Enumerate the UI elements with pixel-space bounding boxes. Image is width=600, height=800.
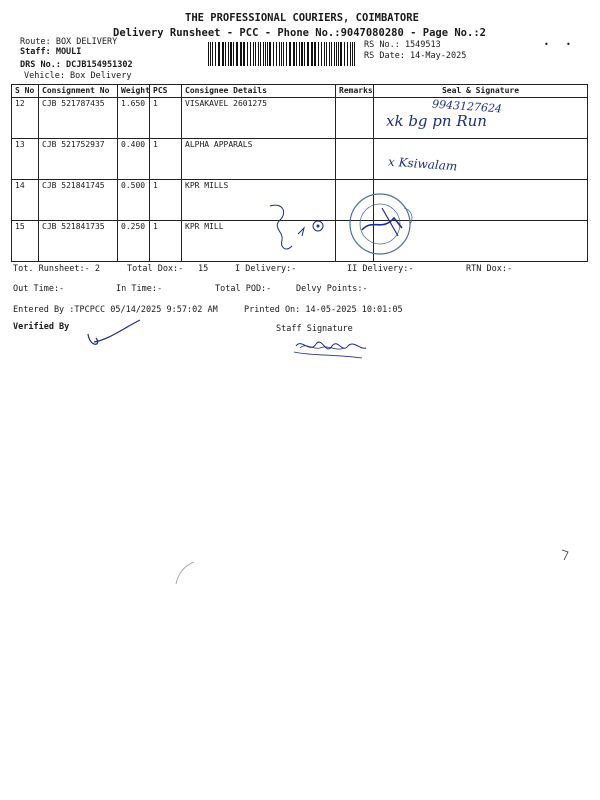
handwritten-scribble	[262, 200, 332, 260]
col-remarks: Remarks	[336, 85, 374, 98]
barcode-bar	[326, 42, 327, 66]
barcode-bar	[279, 42, 280, 66]
col-consignment: Consignment No	[39, 85, 118, 98]
rs-number: RS No.: 1549513	[364, 40, 441, 50]
barcode-bar	[307, 42, 309, 66]
cell-sno: 13	[12, 139, 39, 180]
barcode-bar	[267, 42, 268, 66]
in-time: In Time:-	[116, 284, 163, 294]
barcode-bar	[247, 42, 248, 66]
barcode-bar	[255, 42, 256, 66]
handwritten-signature: x Ksiwalam	[387, 154, 458, 174]
barcode-bar	[283, 42, 284, 66]
stray-pencil-mark	[560, 548, 572, 562]
cell-pcs: 1	[150, 98, 182, 139]
table-header-row	[12, 85, 588, 98]
rtn-dox: RTN Dox:-	[466, 264, 513, 274]
barcode-bar	[347, 42, 348, 66]
barcode-bar	[334, 42, 335, 66]
barcode-bar	[324, 42, 325, 66]
cell-weight: 0.400	[118, 139, 150, 180]
cell-remarks	[336, 139, 374, 180]
stray-pencil-mark	[170, 560, 200, 590]
barcode-bar	[329, 42, 330, 66]
tot-runsheet: Tot. Runsheet:- 2	[13, 264, 100, 274]
verified-by: Verified By	[13, 322, 70, 332]
barcode-bar	[208, 42, 209, 66]
col-weight: Weight	[118, 85, 150, 98]
stray-mark: •	[544, 40, 549, 49]
barcode-bar	[258, 42, 259, 66]
barcode-bar	[243, 42, 245, 66]
cell-consignment: CJB 521841745	[39, 180, 118, 221]
col-seal-signature: Seal & Signature	[374, 85, 588, 98]
company-seal-stamp	[342, 188, 432, 258]
barcode-bar	[218, 42, 220, 66]
cell-consignment: CJB 521787435	[39, 98, 118, 139]
total-dox-label: Total Dox:-	[127, 264, 184, 274]
cell-consignment: CJB 521841735	[39, 221, 118, 262]
entered-by: Entered By :TPCPCC 05/14/2025 9:57:02 AM	[13, 305, 218, 315]
barcode-bar	[212, 42, 213, 66]
cell-consignee: VISAKAVEL 2601275	[182, 98, 336, 139]
barcode-bar	[354, 42, 355, 66]
barcode-bar	[210, 42, 211, 66]
col-consignee: Consignee Details	[182, 85, 336, 98]
printed-on: Printed On: 14-05-2025 10:01:05	[244, 305, 403, 315]
barcode-bar	[301, 42, 303, 66]
barcode-bar	[240, 42, 242, 66]
barcode-bar	[331, 42, 332, 66]
barcode-bar	[225, 42, 226, 66]
barcode-bar	[340, 42, 342, 66]
barcode-bar	[311, 42, 313, 66]
barcode-bar	[304, 42, 305, 66]
route-label: Route: BOX DELIVERY	[20, 37, 118, 47]
barcode	[208, 42, 358, 66]
barcode-bar	[222, 42, 224, 66]
barcode-bar	[236, 42, 238, 66]
barcode-bar	[215, 42, 216, 66]
barcode-bar	[281, 42, 282, 66]
barcode-bar	[286, 42, 287, 66]
table-row	[12, 139, 588, 180]
barcode-bar	[233, 42, 234, 66]
barcode-bar	[269, 42, 271, 66]
barcode-bar	[338, 42, 339, 66]
barcode-bar	[263, 42, 264, 66]
barcode-bar	[336, 42, 337, 66]
vehicle-label: Vehicle: Box Delivery	[24, 71, 132, 81]
barcode-bar	[250, 42, 251, 66]
barcode-bar	[276, 42, 277, 66]
barcode-bar	[289, 42, 291, 66]
stray-mark: •	[566, 40, 571, 49]
delvy-points: Delvy Points:-	[296, 284, 368, 294]
drs-number: DRS No.: DCJB154951302	[20, 60, 133, 70]
barcode-bar	[253, 42, 254, 66]
cell-consignment: CJB 521752937	[39, 139, 118, 180]
runsheet-subtitle: Delivery Runsheet - PCC - Phone No.:9047080280 - Page No.:2	[113, 27, 486, 39]
cell-weight: 1.650	[118, 98, 150, 139]
col-pcs: PCS	[150, 85, 182, 98]
barcode-bar	[352, 42, 353, 66]
verified-signature	[84, 318, 144, 358]
barcode-bar	[293, 42, 295, 66]
barcode-bar	[273, 42, 274, 66]
ii-delivery: II Delivery:-	[347, 264, 414, 274]
barcode-bar	[296, 42, 297, 66]
barcode-bar	[344, 42, 345, 66]
handwritten-phone: 9943127624	[431, 97, 503, 116]
barcode-bar	[314, 42, 316, 66]
barcode-bar	[265, 42, 266, 66]
cell-sno: 15	[12, 221, 39, 262]
cell-pcs: 1	[150, 180, 182, 221]
out-time: Out Time:-	[13, 284, 65, 294]
col-sno: S No	[12, 85, 39, 98]
staff-signature-scribble	[292, 336, 372, 364]
cell-sno: 14	[12, 180, 39, 221]
staff-signature-label: Staff Signature	[276, 324, 353, 334]
i-delivery: I Delivery:-	[235, 264, 297, 274]
rs-date: RS Date: 14-May-2025	[364, 51, 467, 61]
staff-label: Staff: MOULI	[20, 47, 82, 57]
barcode-bar	[228, 42, 229, 66]
total-dox-value: 15	[198, 264, 209, 274]
cell-pcs: 1	[150, 221, 182, 262]
barcode-bar	[230, 42, 232, 66]
cell-consignee: KPR MILL	[182, 221, 336, 262]
company-title: THE PROFESSIONAL COURIERS, COIMBATORE	[185, 12, 419, 24]
barcode-bar	[321, 42, 322, 66]
cell-pcs: 1	[150, 139, 182, 180]
cell-sno: 12	[12, 98, 39, 139]
cell-weight: 0.250	[118, 221, 150, 262]
barcode-bar	[299, 42, 300, 66]
cell-consignee: KPR MILLS	[182, 180, 336, 221]
handwritten-signature: xk bg pn Run	[386, 112, 487, 130]
barcode-bar	[260, 42, 261, 66]
total-pod: Total POD:-	[215, 284, 272, 294]
barcode-bar	[318, 42, 319, 66]
cell-remarks	[336, 98, 374, 139]
cell-consignee: ALPHA APPARALS	[182, 139, 336, 180]
cell-weight: 0.500	[118, 180, 150, 221]
barcode-bar	[350, 42, 351, 66]
